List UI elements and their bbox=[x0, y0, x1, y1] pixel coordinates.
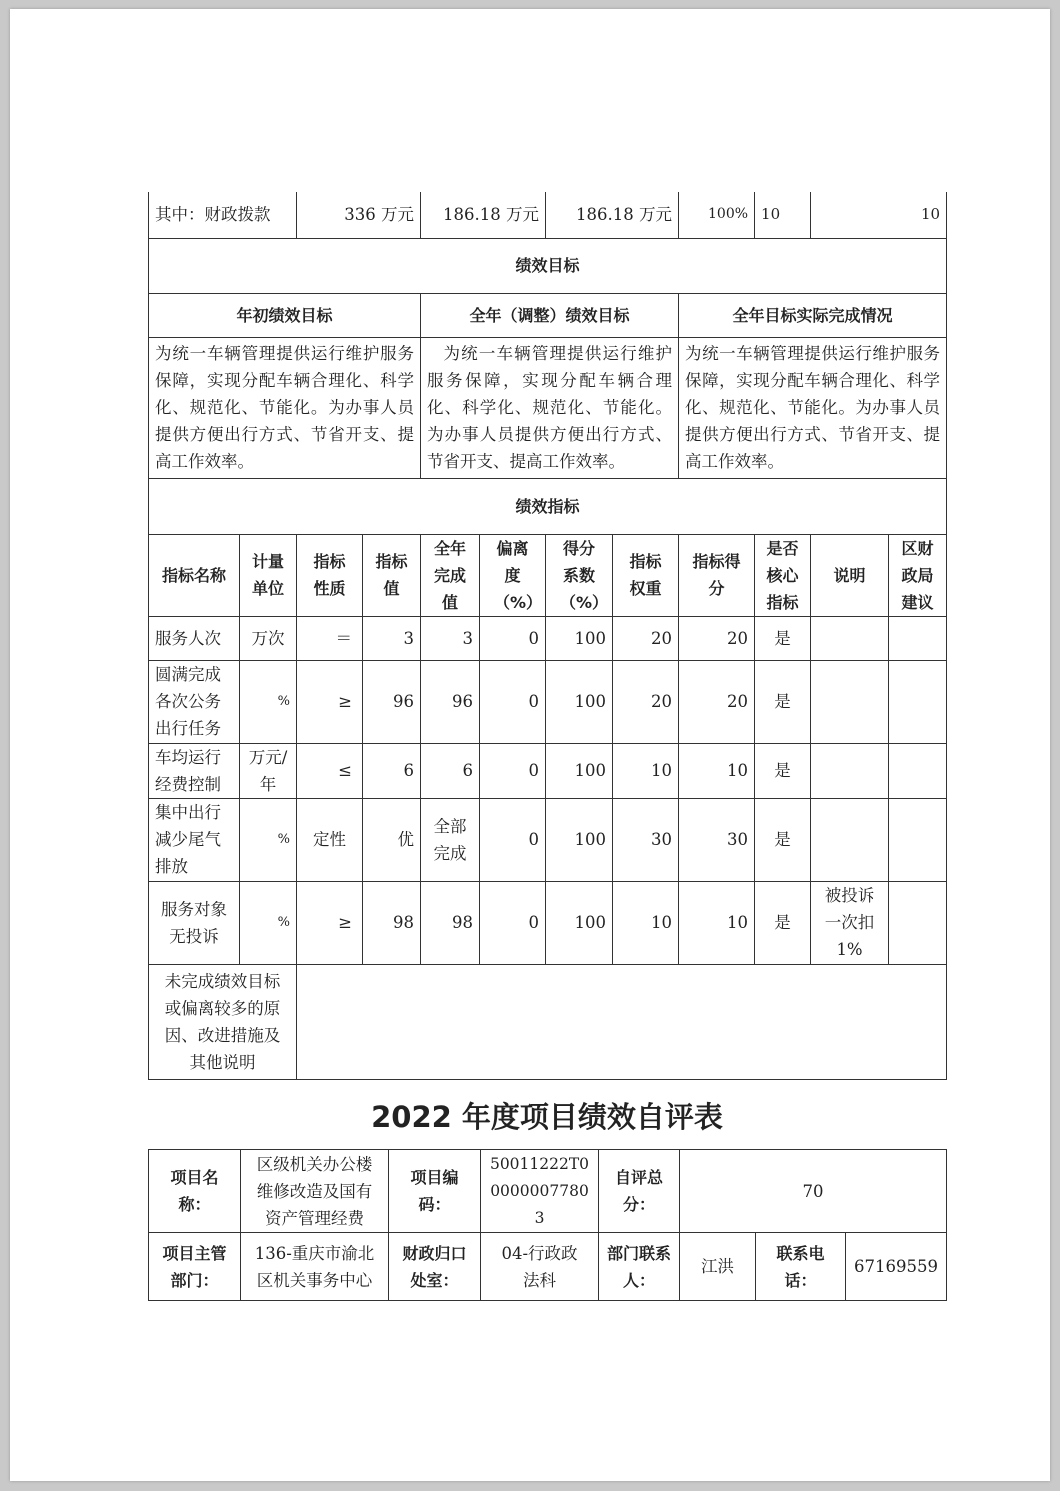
row-actual: 98 bbox=[421, 881, 480, 964]
row-deviation: 0 bbox=[480, 798, 546, 881]
row-coefficient: 100 bbox=[546, 881, 613, 964]
header-core: 是否核心指标 bbox=[755, 534, 811, 616]
header-unit: 计量单位 bbox=[240, 534, 297, 616]
funds-executed: 186.18 万元 bbox=[546, 192, 679, 238]
row-score: 20 bbox=[679, 660, 755, 743]
header-coefficient: 得分系数（%） bbox=[546, 534, 613, 616]
row-nature: ≥ bbox=[297, 881, 363, 964]
funds-annual-budget: 336 万元 bbox=[297, 192, 421, 238]
row-name: 服务人次 bbox=[149, 616, 240, 660]
row-actual: 3 bbox=[421, 616, 480, 660]
row-coefficient: 100 bbox=[546, 660, 613, 743]
goals-adjusted-text: 为统一车辆管理提供运行维护服务保障，实现分配车辆合理化、科学化、规范化、节能化。为办事人员提供方便出行方式、节省开支、提高工作效率。 bbox=[421, 337, 679, 478]
table-row bbox=[149, 743, 947, 798]
row-deviation: 0 bbox=[480, 881, 546, 964]
row-unit: % bbox=[240, 660, 297, 743]
row-nature: ≤ bbox=[297, 743, 363, 798]
row-unit: % bbox=[240, 881, 297, 964]
table-row bbox=[149, 660, 947, 743]
funds-full-year-budget: 186.18 万元 bbox=[421, 192, 546, 238]
row-note bbox=[811, 660, 889, 743]
project-name-value: 区级机关办公楼维修改造及国有资产管理经费 bbox=[241, 1150, 389, 1233]
row-advice bbox=[889, 881, 947, 964]
finance-office-value: 04-行政政法科 bbox=[481, 1233, 599, 1301]
funds-row bbox=[149, 192, 947, 238]
self-score-value: 70 bbox=[680, 1150, 947, 1233]
row-nature: 定性 bbox=[297, 798, 363, 881]
header-deviation: 偏离度（%） bbox=[480, 534, 546, 616]
indicators-section-title: 绩效指标 bbox=[149, 478, 947, 534]
row-actual: 全部完成 bbox=[421, 798, 480, 881]
funds-label: 其中：财政拨款 bbox=[149, 192, 297, 238]
row-weight: 20 bbox=[613, 660, 679, 743]
row-note bbox=[811, 616, 889, 660]
dept-label: 项目主管部门： bbox=[149, 1233, 241, 1301]
row-score: 20 bbox=[679, 616, 755, 660]
row-name: 圆满完成各次公务出行任务 bbox=[149, 660, 240, 743]
row-advice bbox=[889, 743, 947, 798]
goals-header-adjusted: 全年（调整）绩效目标 bbox=[421, 293, 679, 337]
header-nature: 指标性质 bbox=[297, 534, 363, 616]
project-info-table bbox=[148, 1149, 947, 1301]
row-note bbox=[811, 743, 889, 798]
phone-value: 67169559 bbox=[846, 1233, 947, 1301]
contact-label: 部门联系人： bbox=[599, 1233, 680, 1301]
row-core: 是 bbox=[755, 743, 811, 798]
header-name: 指标名称 bbox=[149, 534, 240, 616]
row-advice bbox=[889, 616, 947, 660]
funds-weight: 10 bbox=[755, 192, 811, 238]
header-value: 指标值 bbox=[363, 534, 421, 616]
row-advice bbox=[889, 660, 947, 743]
form-title: 2022 年度项目绩效自评表 bbox=[371, 1100, 723, 1134]
header-score: 指标得分 bbox=[679, 534, 755, 616]
row-unit: 万元/年 bbox=[240, 743, 297, 798]
header-advice: 区财政局建议 bbox=[889, 534, 947, 616]
row-actual: 6 bbox=[421, 743, 480, 798]
performance-table bbox=[148, 192, 947, 1080]
row-coefficient: 100 bbox=[546, 743, 613, 798]
row-coefficient: 100 bbox=[546, 616, 613, 660]
indicators-header-row bbox=[149, 534, 947, 616]
row-advice bbox=[889, 798, 947, 881]
row-weight: 20 bbox=[613, 616, 679, 660]
row-note bbox=[811, 798, 889, 881]
phone-label: 联系电话： bbox=[756, 1233, 846, 1301]
project-code-value: 50011222T000000077803 bbox=[481, 1150, 599, 1233]
header-actual: 全年完成值 bbox=[421, 534, 480, 616]
row-coefficient: 100 bbox=[546, 798, 613, 881]
goals-actual-text: 为统一车辆管理提供运行维护服务保障，实现分配车辆合理化、科学化、规范化、节能化。为办事人员提供方便出行方式、节省开支、提高工作效率。 bbox=[679, 337, 947, 478]
row-note: 被投诉一次扣1% bbox=[811, 881, 889, 964]
remarks-label: 未完成绩效目标或偏离较多的原因、改进措施及其他说明 bbox=[149, 964, 297, 1079]
row-core: 是 bbox=[755, 616, 811, 660]
goals-section-title: 绩效目标 bbox=[149, 238, 947, 293]
funds-score: 10 bbox=[811, 192, 947, 238]
goals-header-actual: 全年目标实际完成情况 bbox=[679, 293, 947, 337]
row-name: 服务对象无投诉 bbox=[149, 881, 240, 964]
table-row bbox=[149, 616, 947, 660]
row-value: 6 bbox=[363, 743, 421, 798]
row-value: 3 bbox=[363, 616, 421, 660]
document-page bbox=[10, 9, 1050, 1481]
row-score: 30 bbox=[679, 798, 755, 881]
project-name-label: 项目名称： bbox=[149, 1150, 241, 1233]
row-score: 10 bbox=[679, 881, 755, 964]
row-core: 是 bbox=[755, 798, 811, 881]
row-nature: ≥ bbox=[297, 660, 363, 743]
goals-initial-text: 为统一车辆管理提供运行维护服务保障，实现分配车辆合理化、科学化、规范化、节能化。为办事人员提供方便出行方式、节省开支、提高工作效率。 bbox=[149, 337, 421, 478]
funds-execution-rate: 100% bbox=[679, 192, 755, 238]
self-score-label: 自评总分： bbox=[599, 1150, 680, 1233]
row-deviation: 0 bbox=[480, 616, 546, 660]
finance-office-label: 财政归口处室： bbox=[389, 1233, 481, 1301]
row-unit: % bbox=[240, 798, 297, 881]
row-core: 是 bbox=[755, 881, 811, 964]
remarks-row bbox=[149, 964, 947, 1079]
remarks-value bbox=[297, 964, 947, 1079]
row-value: 98 bbox=[363, 881, 421, 964]
row-deviation: 0 bbox=[480, 743, 546, 798]
row-unit: 万次 bbox=[240, 616, 297, 660]
row-actual: 96 bbox=[421, 660, 480, 743]
row-value: 优 bbox=[363, 798, 421, 881]
table-row bbox=[149, 798, 947, 881]
row-weight: 10 bbox=[613, 881, 679, 964]
header-note: 说明 bbox=[811, 534, 889, 616]
dept-value: 136-重庆市渝北区机关事务中心 bbox=[241, 1233, 389, 1301]
table-row bbox=[149, 881, 947, 964]
row-deviation: 0 bbox=[480, 660, 546, 743]
row-core: 是 bbox=[755, 660, 811, 743]
row-score: 10 bbox=[679, 743, 755, 798]
project-code-label: 项目编码： bbox=[389, 1150, 481, 1233]
row-name: 车均运行经费控制 bbox=[149, 743, 240, 798]
row-nature: ＝ bbox=[297, 616, 363, 660]
contact-value: 江洪 bbox=[680, 1233, 756, 1301]
goals-header-initial: 年初绩效目标 bbox=[149, 293, 421, 337]
header-weight: 指标权重 bbox=[613, 534, 679, 616]
row-value: 96 bbox=[363, 660, 421, 743]
row-weight: 10 bbox=[613, 743, 679, 798]
row-weight: 30 bbox=[613, 798, 679, 881]
row-name: 集中出行减少尾气排放 bbox=[149, 798, 240, 881]
